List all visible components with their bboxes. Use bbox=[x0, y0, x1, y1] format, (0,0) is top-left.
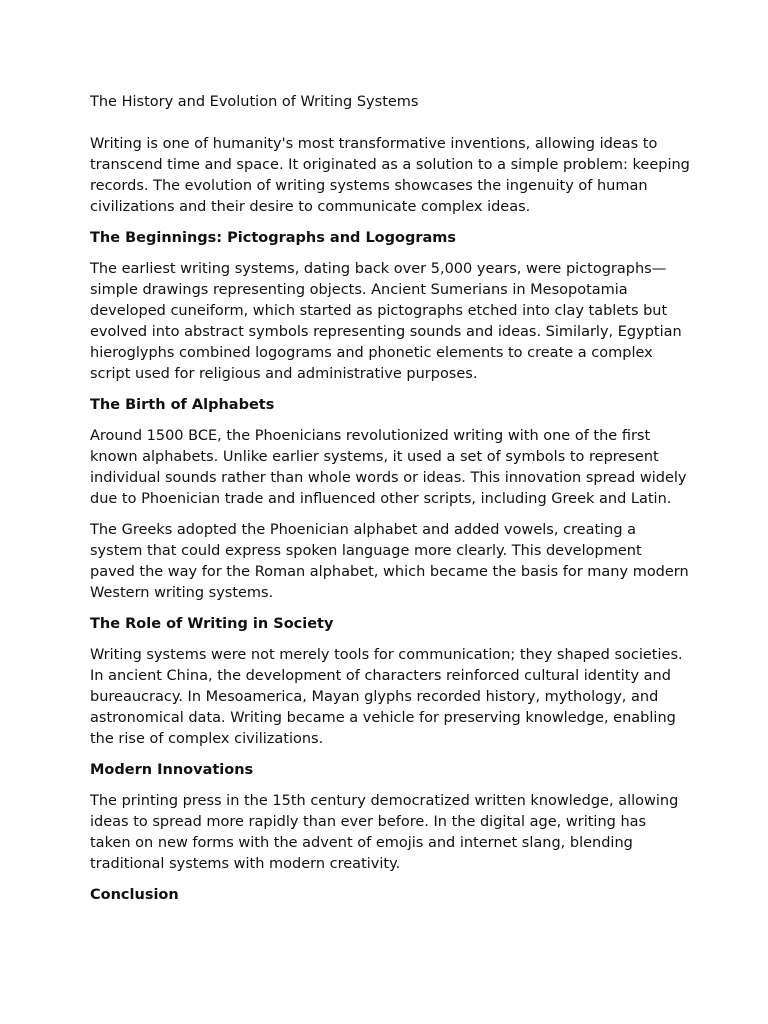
section-heading: The Birth of Alphabets bbox=[90, 397, 275, 413]
section-paragraph: The Greeks adopted the Phoenician alphabet and added vowels, creating a system that could express spoken language more clearly. This development paved the way for the Roman alphabet, which became the basis for many modern Western writing systems. bbox=[90, 522, 689, 601]
section-paragraph: Around 1500 BCE, the Phoenicians revolutionized writing with one of the first known alphabets. Unlike earlier systems, it used a set of symbols to represent individual sounds rather than whole words or ideas. This innovation spread widely due to Phoenician trade and influenced other scripts, including Greek and Latin. bbox=[90, 428, 687, 507]
section-conclusion bbox=[90, 885, 690, 906]
section-paragraph: Writing systems were not merely tools for communication; they shaped societies. In ancient China, the development of characters reinforced cultural identity and bureaucracy. In Mesoamerica, Mayan glyphs recorded history, mythology, and astronomical data. Writing became a vehicle for preserving knowledge, enabling the rise of complex civilizations. bbox=[90, 647, 683, 747]
section-paragraph: The printing press in the 15th century democratized written knowledge, allowing ideas to spread more rapidly than ever before. In the digital age, writing has taken on new forms with the advent of emojis and internet slang, blending traditional systems with modern creativity. bbox=[90, 793, 679, 872]
section-heading: The Beginnings: Pictographs and Logograms bbox=[90, 230, 457, 246]
section-paragraph: The earliest writing systems, dating back over 5,000 years, were pictographs—simple drawings representing objects. Ancient Sumerians in Mesopotamia developed cuneiform, which started as pictographs etched into clay tablets but evolved into abstract symbols representing sounds and ideas. Similarly, Egyptian hieroglyphs combined logograms and phonetic elements to create a complex script used for religious and administrative purposes. bbox=[90, 261, 682, 382]
section-heading: The Role of Writing in Society bbox=[90, 616, 334, 632]
section-beginnings bbox=[90, 228, 690, 385]
section-role-in-society bbox=[90, 614, 690, 750]
document-page bbox=[90, 92, 690, 916]
section-modern-innovations bbox=[90, 760, 690, 875]
intro-paragraph: Writing is one of humanity's most transformative inventions, allowing ideas to transcend time and space. It originated as a solution to a simple problem: keeping records. The evolution of writing systems showcases the ingenuity of human civilizations and their desire to communicate complex ideas. bbox=[90, 136, 690, 215]
section-heading: Conclusion bbox=[90, 887, 179, 903]
section-heading: Modern Innovations bbox=[90, 762, 254, 778]
document-title: The History and Evolution of Writing Systems bbox=[90, 94, 419, 110]
section-alphabets bbox=[90, 395, 690, 604]
